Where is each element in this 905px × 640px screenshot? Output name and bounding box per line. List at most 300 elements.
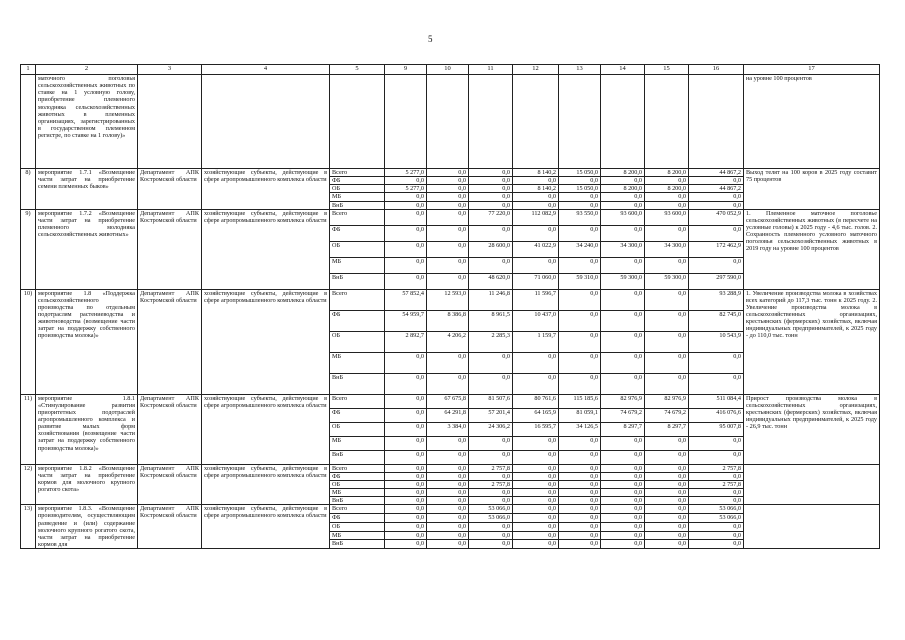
value-cell: 0,0 (559, 310, 601, 331)
value-cell: 0,0 (689, 497, 744, 505)
value-cell: 8 200,0 (601, 169, 645, 177)
value-cell: 0,0 (427, 464, 469, 472)
value-cell: 0,0 (645, 450, 689, 464)
executor-cell: Департамент АПК Костромской области (138, 169, 202, 210)
value-cell: 470 052,9 (689, 209, 744, 225)
value-cell: 0,0 (559, 531, 601, 540)
value-cell: 57 852,4 (385, 289, 427, 310)
value-cell: 115 185,6 (559, 394, 601, 408)
value-cell: 15 050,0 (559, 169, 601, 177)
block-number: 11) (21, 394, 36, 464)
value-cell: 0,0 (689, 352, 744, 373)
value-cell: 0,0 (385, 273, 427, 289)
value-cell: 93 600,0 (645, 209, 689, 225)
value-cell: 0,0 (513, 514, 559, 523)
value-cell: 8 200,0 (601, 185, 645, 193)
value-cell: 0,0 (645, 352, 689, 373)
value-cell: 0,0 (601, 522, 645, 531)
value-cell: 0,0 (469, 531, 513, 540)
value-cell: 0,0 (689, 531, 744, 540)
table-row (21, 289, 880, 310)
value-cell: 0,0 (469, 489, 513, 497)
funding-source: МБ (330, 352, 385, 373)
value-cell: 0,0 (513, 257, 559, 273)
value-cell: 0,0 (385, 464, 427, 472)
funding-source: Всего (330, 289, 385, 310)
value-cell: 77 220,0 (469, 209, 513, 225)
value-cell: 0,0 (385, 209, 427, 225)
value-cell: 0,0 (645, 201, 689, 209)
value-cell: 8 297,7 (601, 422, 645, 436)
value-cell: 0,0 (427, 169, 469, 177)
value-cell: 0,0 (427, 209, 469, 225)
value-cell: 0,0 (427, 193, 469, 201)
value-cell: 0,0 (513, 450, 559, 464)
value-cell: 0,0 (385, 436, 427, 450)
funding-source: ОБ (330, 422, 385, 436)
value-cell: 0,0 (469, 257, 513, 273)
value-cell: 8 961,5 (469, 310, 513, 331)
value-cell: 0,0 (645, 464, 689, 472)
table-body (21, 75, 880, 549)
value-cell: 0,0 (645, 497, 689, 505)
value-cell: 0,0 (601, 531, 645, 540)
table-row (21, 505, 880, 514)
col-header: 11 (469, 65, 513, 75)
program-table (20, 64, 880, 549)
value-cell: 0,0 (645, 472, 689, 480)
value-cell: 44 867,2 (689, 169, 744, 177)
value-cell: 0,0 (645, 531, 689, 540)
col-header: 3 (138, 65, 202, 75)
value-cell: 0,0 (559, 480, 601, 488)
value-cell: 0,0 (385, 480, 427, 488)
col-header: 14 (601, 65, 645, 75)
value-cell: 93 550,0 (559, 209, 601, 225)
table-row (21, 464, 880, 472)
funding-source: ОБ (330, 185, 385, 193)
value-cell: 71 060,0 (513, 273, 559, 289)
value-cell: 0,0 (559, 497, 601, 505)
table-row (21, 169, 880, 177)
value-cell: 0,0 (601, 450, 645, 464)
value-cell: 3 384,0 (427, 422, 469, 436)
page-number: 5 (428, 34, 433, 44)
value-cell: 0,0 (559, 193, 601, 201)
value-cell: 34 300,0 (645, 241, 689, 257)
executor-cell: Департамент АПК Костромской области (138, 289, 202, 394)
value-cell: 0,0 (645, 177, 689, 185)
col-header: 12 (513, 65, 559, 75)
value-cell: 0,0 (427, 522, 469, 531)
value-cell: 0,0 (559, 289, 601, 310)
value-cell: 0,0 (601, 489, 645, 497)
value-cell: 0,0 (469, 169, 513, 177)
value-cell: 0,0 (559, 489, 601, 497)
block-number: 10) (21, 289, 36, 394)
value-cell: 0,0 (469, 185, 513, 193)
funding-source: ОБ (330, 241, 385, 257)
value-cell: 0,0 (601, 331, 645, 352)
value-cell: 93 288,9 (689, 289, 744, 310)
value-cell: 0,0 (689, 225, 744, 241)
funding-source: ВнБ (330, 373, 385, 394)
activity-cell: мероприятие 1.8.2 «Возмещение части затрат на приобретение кормов для молочного крупного рогатого скота» (36, 464, 138, 505)
value-cell: 0,0 (513, 480, 559, 488)
value-cell: 0,0 (559, 177, 601, 185)
value-cell: 54 959,7 (385, 310, 427, 331)
funding-source: Всего (330, 505, 385, 514)
value-cell: 0,0 (427, 497, 469, 505)
value-cell: 0,0 (427, 531, 469, 540)
value-cell: 0,0 (559, 514, 601, 523)
value-cell: 0,0 (427, 480, 469, 488)
value-cell: 0,0 (601, 436, 645, 450)
value-cell: 8 386,8 (427, 310, 469, 331)
value-cell: 0,0 (601, 464, 645, 472)
value-cell: 0,0 (601, 193, 645, 201)
value-cell: 0,0 (645, 289, 689, 310)
activity-cell: мероприятие 1.8 «Поддержка сельскохозяйственного производства по отдельным подотраслям растениеводства и животноводства (возмещение части затрат на поддержку собственного производства молока)» (36, 289, 138, 394)
col-header: 10 (427, 65, 469, 75)
value-cell: 53 066,0 (689, 505, 744, 514)
value-cell: 0,0 (469, 352, 513, 373)
value-cell: 0,0 (513, 540, 559, 549)
value-cell: 0,0 (469, 193, 513, 201)
value-cell: 0,0 (469, 540, 513, 549)
value-cell: 10 437,0 (513, 310, 559, 331)
value-cell: 2 757,8 (469, 480, 513, 488)
value-cell: 0,0 (645, 514, 689, 523)
col-header: 15 (645, 65, 689, 75)
value-cell: 0,0 (559, 472, 601, 480)
value-cell: 0,0 (385, 514, 427, 523)
value-cell: 0,0 (689, 450, 744, 464)
value-cell: 82 976,9 (645, 394, 689, 408)
value-cell: 0,0 (645, 257, 689, 273)
result-cell: 1. Увеличение производства молока в хозяйствах всех категорий до 117,3 тыс. тонн к 2025 году. 2. Увеличение производства молока в сельскохозяйственных организациях, крестьянских (фермерских) хозяйствах, включая индивидуальных предпринимателей, к 2025 году - до 110,0 тыс. тонн (744, 289, 880, 394)
value-cell: 8 297,7 (645, 422, 689, 436)
value-cell: 0,0 (645, 436, 689, 450)
executor-cell: Департамент АПК Костромской области (138, 464, 202, 505)
value-cell: 0,0 (645, 225, 689, 241)
result-cell (744, 505, 880, 549)
result-cell: на уровне 100 процентов (744, 75, 880, 169)
funding-source: МБ (330, 193, 385, 201)
table-row (21, 394, 880, 408)
funding-source: ВнБ (330, 450, 385, 464)
value-cell: 0,0 (427, 185, 469, 193)
col-header: 17 (744, 65, 880, 75)
value-cell: 0,0 (385, 497, 427, 505)
value-cell: 0,0 (469, 436, 513, 450)
value-cell: 0,0 (601, 352, 645, 373)
funding-source: ФБ (330, 408, 385, 422)
value-cell: 0,0 (385, 472, 427, 480)
value-cell: 0,0 (559, 257, 601, 273)
value-cell: 5 277,0 (385, 169, 427, 177)
participants-cell: хозяйствующие субъекты, действующие в сфере агропромышленного комплекса области (202, 209, 330, 289)
value-cell: 74 679,2 (645, 408, 689, 422)
value-cell: 0,0 (645, 540, 689, 549)
value-cell: 0,0 (513, 373, 559, 394)
value-cell: 0,0 (601, 497, 645, 505)
value-cell: 53 066,0 (469, 505, 513, 514)
value-cell: 0,0 (385, 257, 427, 273)
value-cell: 0,0 (427, 450, 469, 464)
table-row (21, 209, 880, 225)
funding-source: ВнБ (330, 540, 385, 549)
value-cell: 0,0 (601, 540, 645, 549)
value-cell: 2 757,8 (469, 464, 513, 472)
result-cell: Выход телят на 100 коров в 2025 году составит 75 процентов (744, 169, 880, 210)
funding-source: ФБ (330, 514, 385, 523)
value-cell: 2 757,8 (689, 464, 744, 472)
value-cell: 0,0 (689, 522, 744, 531)
value-cell: 0,0 (469, 472, 513, 480)
value-cell: 0,0 (559, 464, 601, 472)
value-cell: 0,0 (427, 514, 469, 523)
value-cell: 0,0 (385, 177, 427, 185)
funding-source: МБ (330, 531, 385, 540)
participants-cell: хозяйствующие субъекты, действующие в сфере агропромышленного комплекса области (202, 169, 330, 210)
value-cell: 0,0 (427, 373, 469, 394)
value-cell: 0,0 (427, 201, 469, 209)
value-cell: 5 277,0 (385, 185, 427, 193)
value-cell: 0,0 (559, 201, 601, 209)
value-cell: 0,0 (385, 373, 427, 394)
value-cell: 0,0 (427, 177, 469, 185)
value-cell: 0,0 (513, 193, 559, 201)
value-cell: 64 291,8 (427, 408, 469, 422)
value-cell: 172 462,9 (689, 241, 744, 257)
value-cell: 0,0 (559, 436, 601, 450)
value-cell: 0,0 (469, 225, 513, 241)
value-cell: 0,0 (469, 177, 513, 185)
funding-source: ФБ (330, 310, 385, 331)
value-cell: 0,0 (559, 505, 601, 514)
value-cell: 34 300,0 (601, 241, 645, 257)
value-cell: 0,0 (513, 531, 559, 540)
value-cell: 8 200,0 (645, 169, 689, 177)
value-cell: 81 059,1 (559, 408, 601, 422)
value-cell: 2 757,8 (689, 480, 744, 488)
value-cell: 0,0 (645, 480, 689, 488)
activity-cell: мероприятие 1.8.1 «Стимулирование развития приоритетных подотраслей агропромышленного комплекса и развитие малых форм хозяйствования (возмещение части затрат на поддержку собственного производства молока)» (36, 394, 138, 464)
value-cell: 0,0 (689, 436, 744, 450)
value-cell: 59 300,0 (601, 273, 645, 289)
value-cell: 0,0 (385, 422, 427, 436)
value-cell: 0,0 (513, 497, 559, 505)
value-cell: 0,0 (385, 489, 427, 497)
value-cell: 0,0 (689, 373, 744, 394)
value-cell: 93 600,0 (601, 209, 645, 225)
funding-source: МБ (330, 489, 385, 497)
value-cell: 8 140,2 (513, 169, 559, 177)
activity-cell: маточного поголовья сельскохозяйственных животных по ставке на 1 условную голову, приобретение племенного молодняка сельскохозяйственных животных в племенных организациях, зарегистрированных в государственном племенном регистре, по ставке на 1 голову)» (36, 75, 138, 169)
header-row (21, 65, 880, 75)
value-cell: 34 126,5 (559, 422, 601, 436)
continuation-row (21, 75, 880, 169)
value-cell: 16 595,7 (513, 422, 559, 436)
value-cell: 416 076,6 (689, 408, 744, 422)
funding-source: ВнБ (330, 201, 385, 209)
value-cell: 0,0 (559, 540, 601, 549)
value-cell: 0,0 (645, 489, 689, 497)
col-header: 2 (36, 65, 138, 75)
value-cell: 0,0 (513, 201, 559, 209)
value-cell: 0,0 (427, 540, 469, 549)
value-cell: 0,0 (469, 450, 513, 464)
value-cell: 48 620,0 (469, 273, 513, 289)
value-cell: 0,0 (689, 177, 744, 185)
value-cell: 10 543,9 (689, 331, 744, 352)
funding-source: ФБ (330, 177, 385, 185)
value-cell: 0,0 (427, 489, 469, 497)
value-cell: 82 976,9 (601, 394, 645, 408)
value-cell: 0,0 (469, 373, 513, 394)
value-cell: 44 867,2 (689, 185, 744, 193)
value-cell: 0,0 (559, 450, 601, 464)
funding-source: МБ (330, 436, 385, 450)
value-cell: 0,0 (559, 331, 601, 352)
funding-source: Всего (330, 169, 385, 177)
value-cell: 82 745,0 (689, 310, 744, 331)
col-header: 9 (385, 65, 427, 75)
value-cell: 95 007,8 (689, 422, 744, 436)
result-cell: 1. Племенное маточное поголовье сельскохозяйственных животных (в пересчете на условные головы) к 2025 году - 4,6 тыс. голов. 2. Сохранность племенного условного маточного поголовья сельскохозяйственных животных в 2019 году на уровне 100 процентов (744, 209, 880, 289)
value-cell: 24 306,2 (469, 422, 513, 436)
funding-source: ОБ (330, 522, 385, 531)
value-cell: 0,0 (601, 373, 645, 394)
value-cell: 53 066,0 (469, 514, 513, 523)
value-cell: 0,0 (513, 225, 559, 241)
block-number: 8) (21, 169, 36, 210)
value-cell: 511 084,4 (689, 394, 744, 408)
funding-source: МБ (330, 257, 385, 273)
col-header: 5 (330, 65, 385, 75)
value-cell: 11 246,8 (469, 289, 513, 310)
funding-source: ОБ (330, 331, 385, 352)
funding-source: Всего (330, 464, 385, 472)
value-cell: 0,0 (645, 331, 689, 352)
executor-cell: Департамент АПК Костромской области (138, 209, 202, 289)
value-cell: 0,0 (513, 464, 559, 472)
value-cell: 2 892,7 (385, 331, 427, 352)
funding-source: ОБ (330, 480, 385, 488)
value-cell: 12 593,0 (427, 289, 469, 310)
value-cell: 0,0 (469, 201, 513, 209)
participants-cell: хозяйствующие субъекты, действующие в сфере агропромышленного комплекса области (202, 505, 330, 549)
value-cell: 0,0 (385, 201, 427, 209)
value-cell: 0,0 (513, 472, 559, 480)
block-number: 13) (21, 505, 36, 549)
value-cell: 41 022,9 (513, 241, 559, 257)
result-cell (744, 464, 880, 505)
value-cell: 0,0 (385, 352, 427, 373)
value-cell: 53 066,0 (689, 514, 744, 523)
value-cell: 0,0 (385, 522, 427, 531)
value-cell: 8 200,0 (645, 185, 689, 193)
value-cell: 4 206,2 (427, 331, 469, 352)
value-cell: 67 675,8 (427, 394, 469, 408)
value-cell: 0,0 (513, 522, 559, 531)
value-cell: 0,0 (427, 273, 469, 289)
value-cell: 0,0 (645, 522, 689, 531)
value-cell: 0,0 (385, 505, 427, 514)
block-number: 9) (21, 209, 36, 289)
value-cell: 0,0 (385, 193, 427, 201)
value-cell: 0,0 (601, 289, 645, 310)
value-cell: 0,0 (385, 408, 427, 422)
value-cell: 0,0 (645, 310, 689, 331)
activity-cell: мероприятие 1.7.2 «Возмещение части затрат на приобретение племенного молодняка сельскохозяйственных животных» (36, 209, 138, 289)
executor-cell: Департамент АПК Костромской области (138, 505, 202, 549)
funding-source: ФБ (330, 472, 385, 480)
value-cell: 0,0 (601, 505, 645, 514)
activity-cell: мероприятие 1.8.3. «Возмещение производителям, осуществляющим разведение и (или) содержание молочного крупного рогатого скота, части затрат на приобретение кормов для (36, 505, 138, 549)
value-cell: 0,0 (645, 505, 689, 514)
value-cell: 0,0 (559, 225, 601, 241)
value-cell: 297 590,0 (689, 273, 744, 289)
value-cell: 0,0 (559, 373, 601, 394)
value-cell: 0,0 (427, 225, 469, 241)
executor-cell: Департамент АПК Костромской области (138, 394, 202, 464)
value-cell: 1 159,7 (513, 331, 559, 352)
funding-source: Всего (330, 209, 385, 225)
participants-cell: хозяйствующие субъекты, действующие в сфере агропромышленного комплекса области (202, 289, 330, 394)
col-header: 1 (21, 65, 36, 75)
value-cell: 0,0 (689, 489, 744, 497)
value-cell: 0,0 (559, 352, 601, 373)
value-cell: 0,0 (513, 352, 559, 373)
result-cell: Прирост производства молока в сельскохозяйственных организациях, крестьянских (фермерских) хозяйствах, включая индивидуальных предпринимателей, к 2025 году - 26,9 тыс. тонн (744, 394, 880, 464)
value-cell: 8 140,2 (513, 185, 559, 193)
value-cell: 0,0 (645, 373, 689, 394)
value-cell: 0,0 (427, 241, 469, 257)
value-cell: 80 761,6 (513, 394, 559, 408)
value-cell: 0,0 (689, 201, 744, 209)
value-cell: 0,0 (601, 514, 645, 523)
value-cell: 0,0 (513, 177, 559, 185)
value-cell: 0,0 (601, 472, 645, 480)
value-cell: 11 596,7 (513, 289, 559, 310)
value-cell: 0,0 (385, 450, 427, 464)
funding-source: Всего (330, 394, 385, 408)
value-cell: 15 050,0 (559, 185, 601, 193)
value-cell: 0,0 (513, 436, 559, 450)
value-cell: 0,0 (385, 225, 427, 241)
value-cell: 0,0 (513, 489, 559, 497)
participants-cell: хозяйствующие субъекты, действующие в сфере агропромышленного комплекса области (202, 464, 330, 505)
value-cell: 0,0 (385, 394, 427, 408)
value-cell: 59 300,0 (645, 273, 689, 289)
value-cell: 0,0 (601, 201, 645, 209)
value-cell: 0,0 (559, 522, 601, 531)
funding-source: ФБ (330, 225, 385, 241)
value-cell: 0,0 (689, 193, 744, 201)
value-cell: 0,0 (601, 257, 645, 273)
value-cell: 0,0 (385, 241, 427, 257)
value-cell: 0,0 (601, 225, 645, 241)
value-cell: 28 600,0 (469, 241, 513, 257)
participants-cell: хозяйствующие субъекты, действующие в сфере агропромышленного комплекса области (202, 394, 330, 464)
value-cell: 0,0 (601, 310, 645, 331)
value-cell: 0,0 (427, 436, 469, 450)
value-cell: 0,0 (469, 522, 513, 531)
col-header: 16 (689, 65, 744, 75)
value-cell: 0,0 (689, 257, 744, 273)
